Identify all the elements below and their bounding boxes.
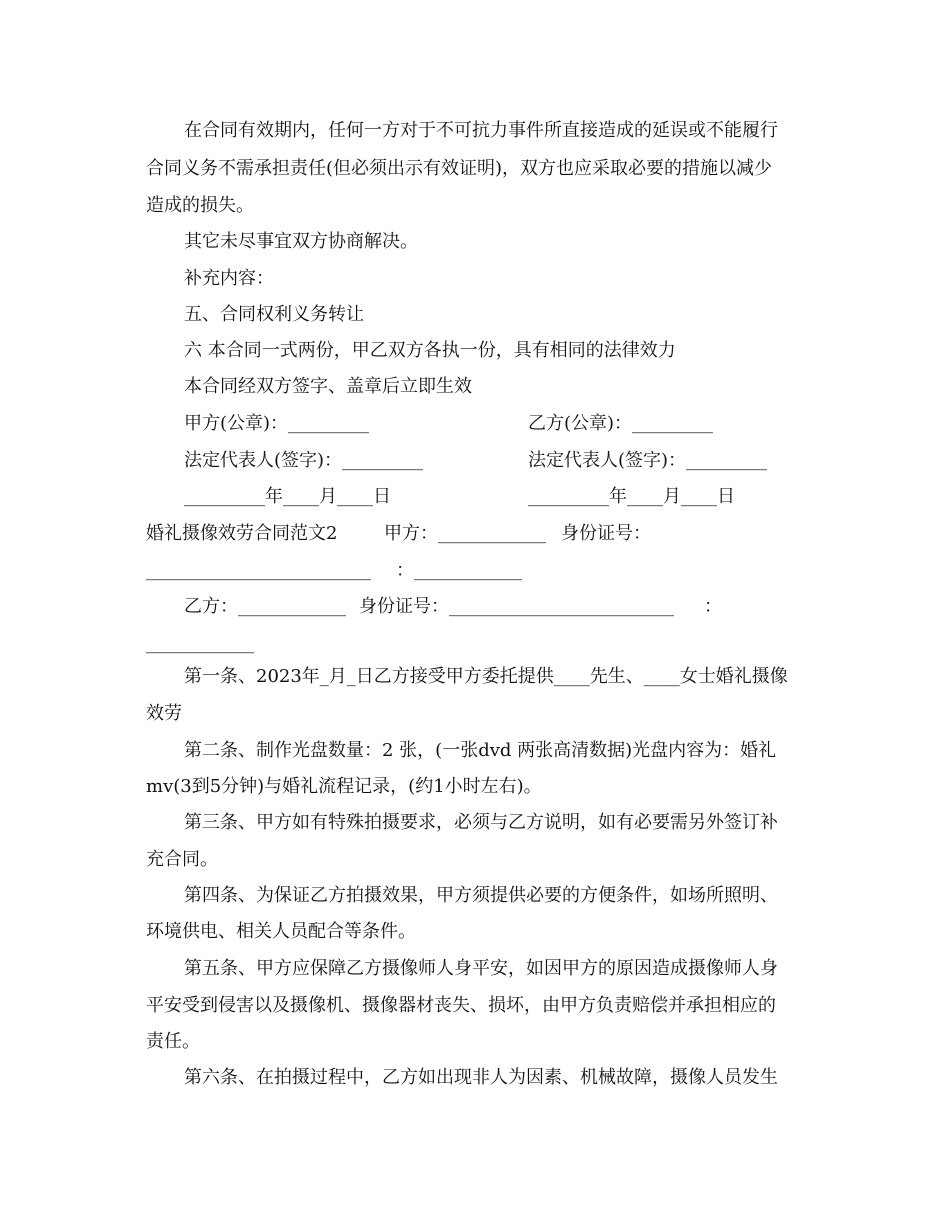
party-b-date: _________年____月____日 <box>528 486 735 507</box>
para1-line3: 造成的损失。 <box>146 195 254 216</box>
supplement-label: 补充内容： <box>184 268 274 289</box>
second-party-a-id-line: _________________________ <box>146 560 371 581</box>
article-3-line1: 第三条、甲方如有特殊拍摄要求，必须与乙方说明，如有必要需另外签订补 <box>184 812 778 833</box>
party-a-representative: 法定代表人(签字)：_________ <box>184 450 424 471</box>
article-4-line1: 第四条、为保证乙方拍摄效果，甲方须提供必要的方便条件，如场所照明、 <box>184 885 778 906</box>
party-b-seal: 乙方(公章)：_________ <box>528 413 714 434</box>
article-5-line3: 责任。 <box>146 1031 200 1052</box>
party-a-seal: 甲方(公章)：_________ <box>184 413 370 434</box>
article-1-line1: 第一条、2023年_月_日乙方接受甲方委托提供____先生、____女士婚礼摄像 <box>184 666 788 687</box>
party-a-date: _________年____月____日 <box>184 486 391 507</box>
second-party-a: 甲方：____________ <box>384 523 546 544</box>
article-3-line2: 充合同。 <box>146 849 218 870</box>
party-b-representative: 法定代表人(签字)：_________ <box>528 450 768 471</box>
other-matters-line: 其它未尽事宜双方协商解决。 <box>184 231 418 252</box>
article-1-line2: 效劳 <box>146 703 182 724</box>
second-party-a-extra: ：____________ <box>396 560 522 581</box>
article-5-line1: 第五条、甲方应保障乙方摄像师人身平安，如因甲方的原因造成摄像师人身 <box>184 958 778 979</box>
para1-line1: 在合同有效期内，任何一方对于不可抗力事件所直接造成的延误或不能履行 <box>184 120 778 141</box>
article-6-line1: 第六条、在拍摄过程中，乙方如出现非人为因素、机械故障，摄像人员发生 <box>184 1067 778 1088</box>
second-party-b: 乙方：____________ <box>184 596 346 617</box>
clause-6: 六 本合同一式两份，甲乙双方各执一份，具有相同的法律效力 <box>184 340 676 361</box>
article-5-line2: 平安受到侵害以及摄像机、摄像器材丧失、损坏，由甲方负责赔偿并承担相应的 <box>146 995 776 1016</box>
second-party-b-extra-line: ____________ <box>146 633 254 654</box>
second-contract-title: 婚礼摄像效劳合同范文2 <box>146 523 338 544</box>
para1-line2: 合同义务不需承担责任(但必须出示有效证明)，双方也应采取必要的措施以减少 <box>146 158 773 179</box>
effective-line: 本合同经双方签字、盖章后立即生效 <box>184 376 472 397</box>
second-party-a-id-label: 身份证号： <box>561 523 651 544</box>
article-2-line2: mv(3到5分钟)与婚礼流程记录，(约1小时左右)。 <box>146 776 542 797</box>
second-party-b-extra: ： <box>704 596 722 617</box>
second-party-b-id: 身份证号：_________________________ <box>359 596 674 617</box>
article-2-line1: 第二条、制作光盘数量：2 张，(一张dvd 两张高清数据)光盘内容为：婚礼 <box>184 740 777 761</box>
clause-5: 五、合同权利义务转让 <box>184 304 364 325</box>
article-4-line2: 环境供电、相关人员配合等条件。 <box>146 921 416 942</box>
